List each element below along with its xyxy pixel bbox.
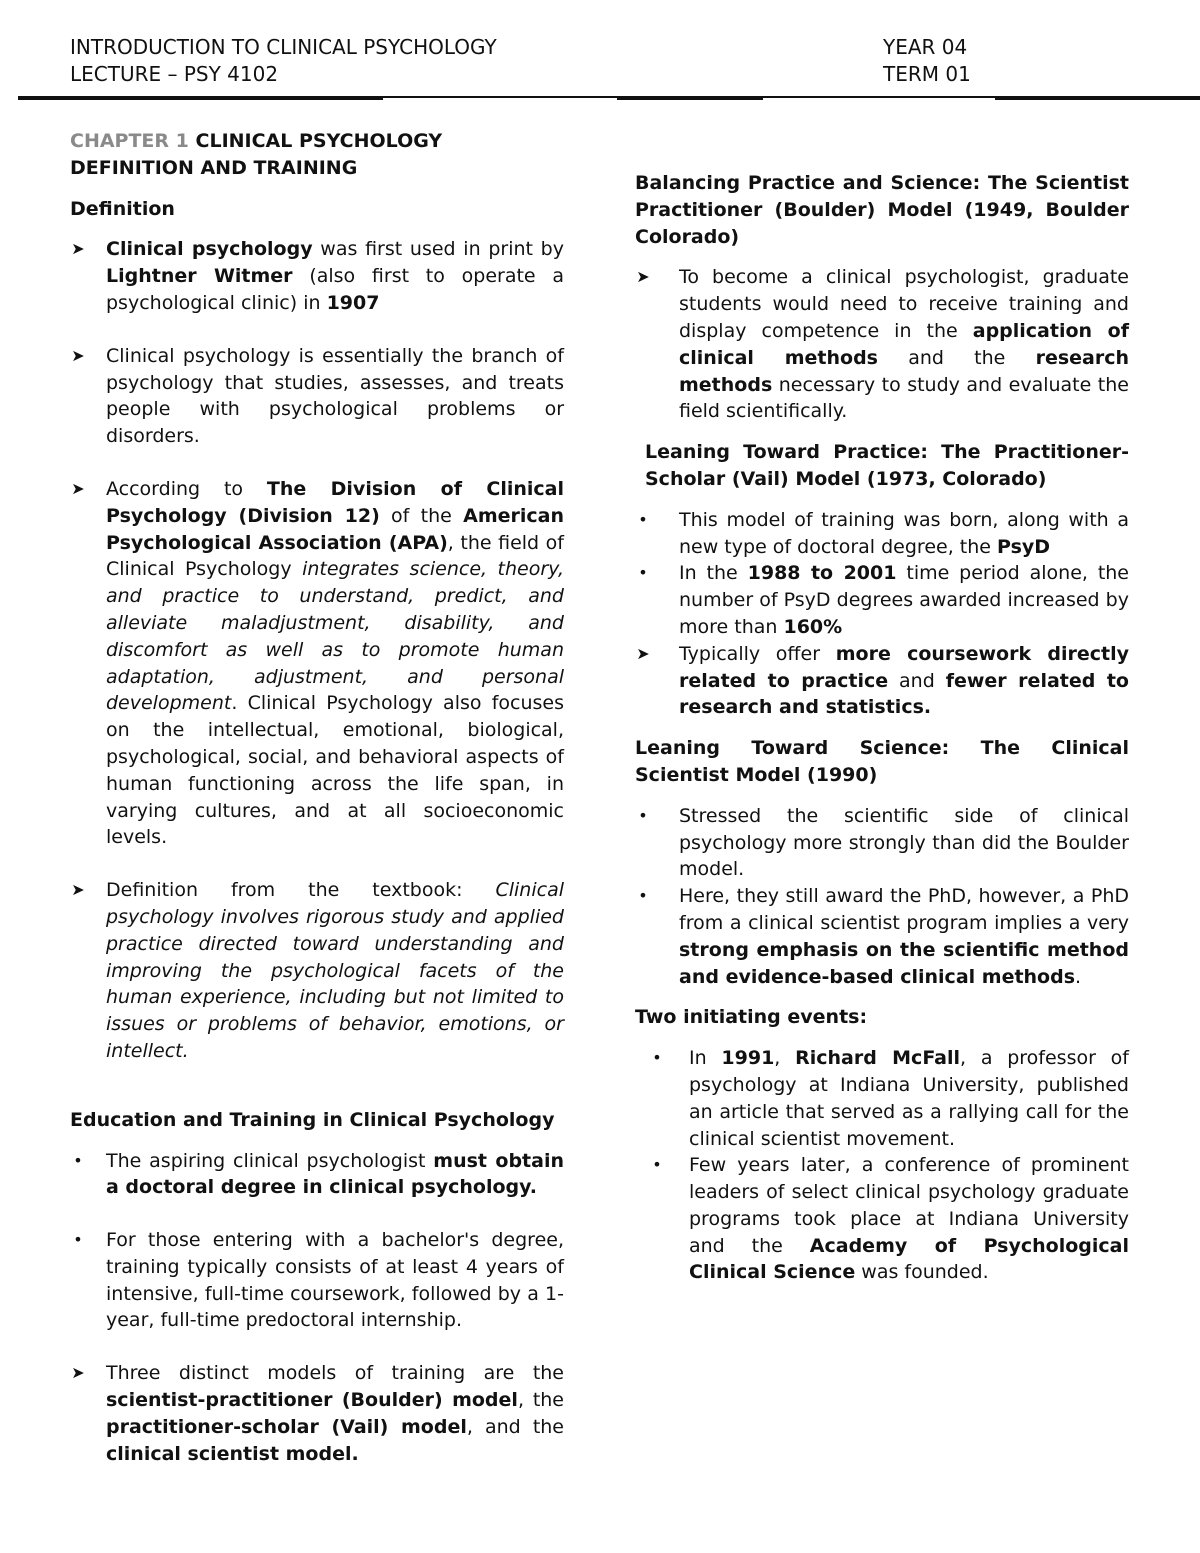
text-run: This model of training was born, along with a new type of doctoral degree, the [679, 508, 1129, 558]
text-run: To become a clinical psychologist, graduate students would need to receive training and display competence in the [679, 266, 1129, 342]
text-run: For those entering with a bachelor's degree, training typically consists of at least 4 years of intensive, full-time coursework, followed by a 1-year, full-time predoctoral internship. [106, 1229, 564, 1332]
arrow-bullet-icon: ➤ [71, 345, 85, 365]
chapter-title: CLINICAL PSYCHOLOGY [195, 130, 443, 152]
list-item [635, 1045, 1129, 1152]
list-item [635, 641, 1129, 721]
list-item [635, 803, 1129, 883]
dot-bullet-icon: • [638, 509, 648, 529]
clinical-scientist-model: clinical scientist model. [106, 1442, 359, 1465]
dot-bullet-icon: • [638, 563, 648, 583]
division-12: The Division of Clinical Psychology (Division 12) [106, 477, 564, 527]
text-run: . [1075, 965, 1082, 988]
list-item [70, 1148, 564, 1202]
text-run: was first used in print by [312, 238, 564, 261]
practice-coursework: more coursework directly related to practice [679, 642, 1129, 692]
text-run: In the [679, 562, 748, 585]
text-run: Definition from the textbook: [106, 879, 496, 902]
arrow-bullet-icon: ➤ [71, 880, 85, 900]
dot-bullet-icon: • [652, 1048, 662, 1068]
arrow-bullet-icon: ➤ [71, 478, 85, 498]
text-run: . Clinical Psychology also focuses on the intellectual, emotional, biological, psychological, social, and behavioral aspects of human functioning across the life span, in varying cultures, and at all socioeconomic levels. [106, 692, 564, 849]
list-item [635, 1152, 1129, 1286]
list-item [635, 883, 1129, 990]
text-run: necessary to study and evaluate the field scientifically. [679, 373, 1129, 423]
dot-bullet-icon: • [638, 805, 648, 825]
text-run: According to [106, 477, 267, 500]
boulder-list [635, 264, 1129, 425]
text-run: , the [517, 1389, 564, 1412]
definition-list [70, 236, 564, 1064]
year-1907: 1907 [326, 291, 380, 314]
clinical-scientist-list [635, 803, 1129, 991]
boulder-heading: Balancing Practice and Science: The Scientist Practitioner (Boulder) Model (1949, Boulder Colorado) [635, 172, 1129, 248]
dot-bullet-icon: • [73, 1150, 83, 1170]
doctoral-requirement: must obtain a doctoral degree in clinical psychology. [106, 1149, 565, 1199]
text-run: and the [877, 346, 1036, 369]
arrow-bullet-icon: ➤ [636, 267, 650, 287]
education-heading: Education and Training in Clinical Psychology [70, 1108, 555, 1131]
arrow-bullet-icon: ➤ [71, 239, 85, 259]
name-richard-mcfall: Richard McFall [795, 1047, 961, 1070]
text-run: of the [379, 504, 464, 527]
events-heading: Two initiating events: [635, 1006, 868, 1029]
header-divider-segment [18, 96, 383, 100]
textbook-definition-quote: Clinical psychology involves rigorous study and applied practice directed toward understanding and improving the psychological facets of the human experience, including but not limited to issues or problems of behavior, emotions, or intellect. [106, 879, 564, 1062]
research-coursework: fewer related to research and statistics. [679, 669, 1129, 719]
dot-bullet-icon: • [73, 1230, 83, 1250]
apa-name: American Psychological Association (APA) [106, 504, 564, 554]
text-run: time period alone, the number of PsyD degrees awarded increased by more than [679, 562, 1129, 638]
chapter-number: CHAPTER 1 [70, 130, 189, 152]
list-item [635, 560, 1129, 640]
definition-heading: Definition [70, 197, 175, 220]
text-run: The aspiring clinical psychologist [106, 1149, 434, 1172]
vail-model: practitioner-scholar (Vail) model [106, 1415, 467, 1438]
lecture-code: LECTURE – PSY 4102 [70, 62, 279, 86]
text-run: , [774, 1047, 796, 1070]
text-run: and [888, 669, 946, 692]
education-list [70, 1148, 564, 1468]
year-label: YEAR 04 [883, 35, 968, 59]
list-item [70, 476, 564, 851]
page-header-right [883, 34, 971, 88]
vail-heading: Leaning Toward Practice: The Practitioner-Scholar (Vail) Model (1973, Colorado) [645, 441, 1129, 490]
chapter-subtitle: DEFINITION AND TRAINING [70, 156, 358, 179]
boulder-model: scientist-practitioner (Boulder) model [106, 1389, 518, 1412]
text-run: , a professor of psychology at Indiana University, published an article that served as a rallying call for the clinical scientist movement. [689, 1047, 1129, 1150]
clinical-scientist-heading: Leaning Toward Science: The Clinical Scientist Model (1990) [635, 737, 1129, 786]
events-list [635, 1045, 1129, 1286]
text-run: (also first to operate a psychological clinic) in [106, 265, 564, 314]
list-item [70, 236, 564, 316]
header-divider-segment [995, 96, 1200, 100]
arrow-bullet-icon: ➤ [636, 643, 650, 663]
text-run: Clinical psychology is essentially the branch of psychology that studies, assesses, and treats people with psychological problems or disorders. [106, 344, 564, 448]
vail-list [635, 507, 1129, 721]
text-run: was founded. [855, 1261, 989, 1284]
page-header-left [70, 34, 497, 88]
term-label: TERM 01 [883, 62, 971, 86]
chapter-heading [70, 128, 564, 155]
text-run: In [689, 1047, 722, 1070]
name-lightner-witmer: Lightner Witmer [106, 265, 293, 288]
increase-160-percent: 160% [783, 615, 843, 638]
psyd-degree: PsyD [997, 535, 1051, 558]
left-column [70, 128, 564, 1467]
dot-bullet-icon: • [638, 886, 648, 906]
apa-definition-quote: integrates science, theory, and practice to understand, predict, and alleviate maladjustment, disability, and discomfort as well as to promote human adaptation, adjustment, and personal development [106, 558, 564, 715]
scientific-emphasis: strong emphasis on the scientific method and evidence-based clinical methods [679, 938, 1129, 988]
list-item [70, 1360, 564, 1467]
dot-bullet-icon: • [652, 1155, 662, 1175]
header-divider-segment [617, 96, 763, 100]
right-column [635, 170, 1129, 1286]
text-run: Three distinct models of training are the [106, 1362, 564, 1385]
text-run: Stressed the scientific side of clinical psychology more strongly than did the Boulder model. [679, 804, 1129, 881]
text-run: , and the [466, 1415, 564, 1438]
arrow-bullet-icon: ➤ [71, 1363, 85, 1383]
academy-name: Academy of Psychological Clinical Science [689, 1234, 1129, 1284]
text-run: Few years later, a conference of prominent leaders of select clinical psychology graduate programs took place at Indiana University and the [689, 1154, 1129, 1257]
term-clinical-psychology: Clinical psychology [106, 238, 313, 261]
course-title: INTRODUCTION TO CLINICAL PSYCHOLOGY [70, 35, 497, 59]
year-1991: 1991 [721, 1047, 775, 1070]
list-item [635, 507, 1129, 561]
research-methods: research methods [679, 346, 1130, 396]
list-item [70, 877, 564, 1065]
application-clinical-methods: application of clinical methods [679, 319, 1129, 369]
text-run: , the field of Clinical Psychology [106, 531, 564, 581]
list-item [70, 1227, 564, 1334]
text-run: Typically offer [679, 642, 836, 665]
list-item [635, 264, 1129, 425]
list-item [70, 343, 564, 450]
period-1988-2001: 1988 to 2001 [747, 562, 897, 585]
text-run: Here, they still award the PhD, however, a PhD from a clinical scientist program implies a very [679, 885, 1129, 934]
